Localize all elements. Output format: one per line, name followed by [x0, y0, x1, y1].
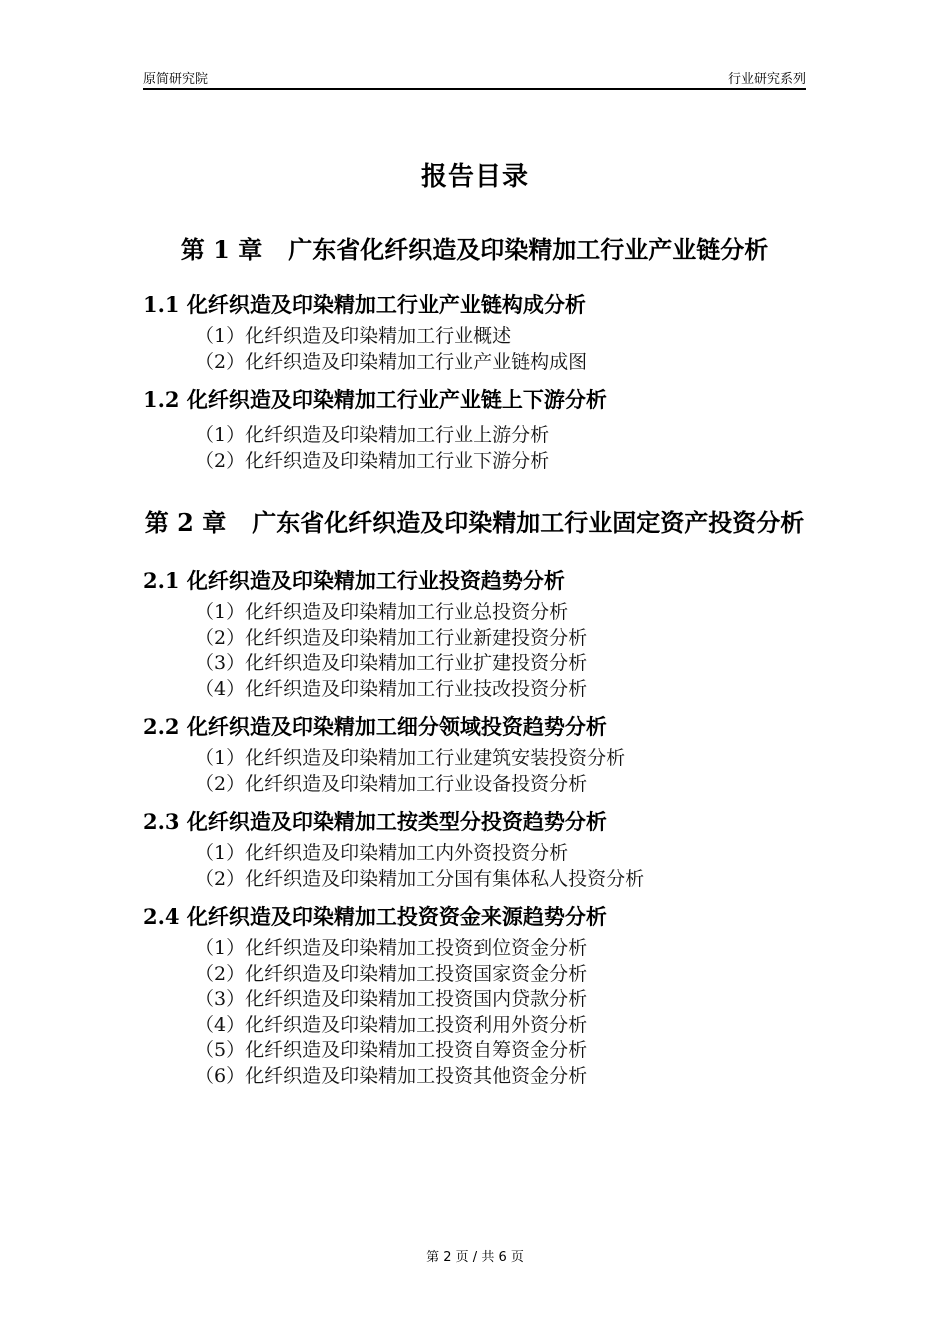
toc-item[interactable]: （2）化纤织造及印染精加工投资国家资金分析 [195, 962, 588, 985]
toc-item[interactable]: （2）化纤织造及印染精加工行业新建投资分析 [195, 626, 588, 649]
section-items [195, 841, 806, 892]
toc-item[interactable]: （2）化纤织造及印染精加工行业设备投资分析 [195, 772, 588, 795]
toc-item[interactable]: （4）化纤织造及印染精加工投资利用外资分析 [195, 1013, 588, 1036]
chapter-title: 广东省化纤织造及印染精加工行业固定资产投资分析 [252, 508, 805, 537]
section-heading[interactable]: 1.2 化纤织造及印染精加工行业产业链上下游分析 [143, 387, 607, 412]
section-items [195, 746, 806, 797]
toc-item[interactable]: （2）化纤织造及印染精加工行业产业链构成图 [195, 350, 588, 373]
toc-item[interactable]: （1）化纤织造及印染精加工投资到位资金分析 [195, 937, 588, 959]
toc-item[interactable]: （2）化纤织造及印染精加工行业下游分析 [195, 449, 550, 472]
chapter-label: 第 2 章 [144, 508, 227, 537]
section-heading[interactable]: 2.3 化纤织造及印染精加工按类型分投资趋势分析 [143, 809, 607, 834]
header-org-name: 原简研究院 [143, 72, 209, 87]
section-items [195, 423, 806, 474]
chapter-heading[interactable] [143, 492, 806, 554]
toc-item[interactable]: （1）化纤织造及印染精加工行业概述 [195, 325, 512, 347]
toc-item[interactable]: （1）化纤织造及印染精加工内外资投资分析 [195, 842, 569, 864]
section-heading[interactable]: 2.2 化纤织造及印染精加工细分领域投资趋势分析 [143, 714, 607, 739]
toc-item[interactable]: （3）化纤织造及印染精加工投资国内贷款分析 [195, 988, 588, 1010]
toc-item[interactable]: （5）化纤织造及印染精加工投资自筹资金分析 [195, 1039, 588, 1061]
header-divider [143, 88, 806, 90]
toc-item[interactable]: （6）化纤织造及印染精加工投资其他资金分析 [195, 1064, 588, 1087]
toc-item[interactable]: （1）化纤织造及印染精加工行业建筑安装投资分析 [195, 747, 626, 769]
section-heading[interactable]: 1.1 化纤织造及印染精加工行业产业链构成分析 [143, 292, 586, 317]
header-series-name: 行业研究系列 [727, 72, 806, 87]
page-header [143, 68, 806, 88]
page-title: 报告目录 [420, 162, 529, 192]
table-of-contents [143, 230, 806, 1097]
toc-item[interactable]: （4）化纤织造及印染精加工行业技改投资分析 [195, 677, 588, 700]
page-number: 第 2 页 / 共 6 页 [426, 1250, 524, 1265]
section-items [195, 936, 806, 1089]
section-items [195, 324, 806, 375]
section-heading[interactable]: 2.1 化纤织造及印染精加工行业投资趋势分析 [143, 568, 565, 593]
toc-item[interactable]: （3）化纤织造及印染精加工行业扩建投资分析 [195, 652, 588, 674]
toc-item[interactable]: （2）化纤织造及印染精加工分国有集体私人投资分析 [195, 867, 645, 890]
chapter-label: 第 1 章 [180, 235, 263, 264]
chapter-title: 广东省化纤织造及印染精加工行业产业链分析 [288, 235, 769, 264]
toc-item[interactable]: （1）化纤织造及印染精加工行业上游分析 [195, 424, 550, 446]
section-heading[interactable]: 2.4 化纤织造及印染精加工投资资金来源趋势分析 [143, 904, 607, 929]
chapter-heading[interactable] [143, 230, 806, 270]
section-items [195, 600, 806, 702]
toc-item[interactable]: （1）化纤织造及印染精加工行业总投资分析 [195, 601, 569, 623]
